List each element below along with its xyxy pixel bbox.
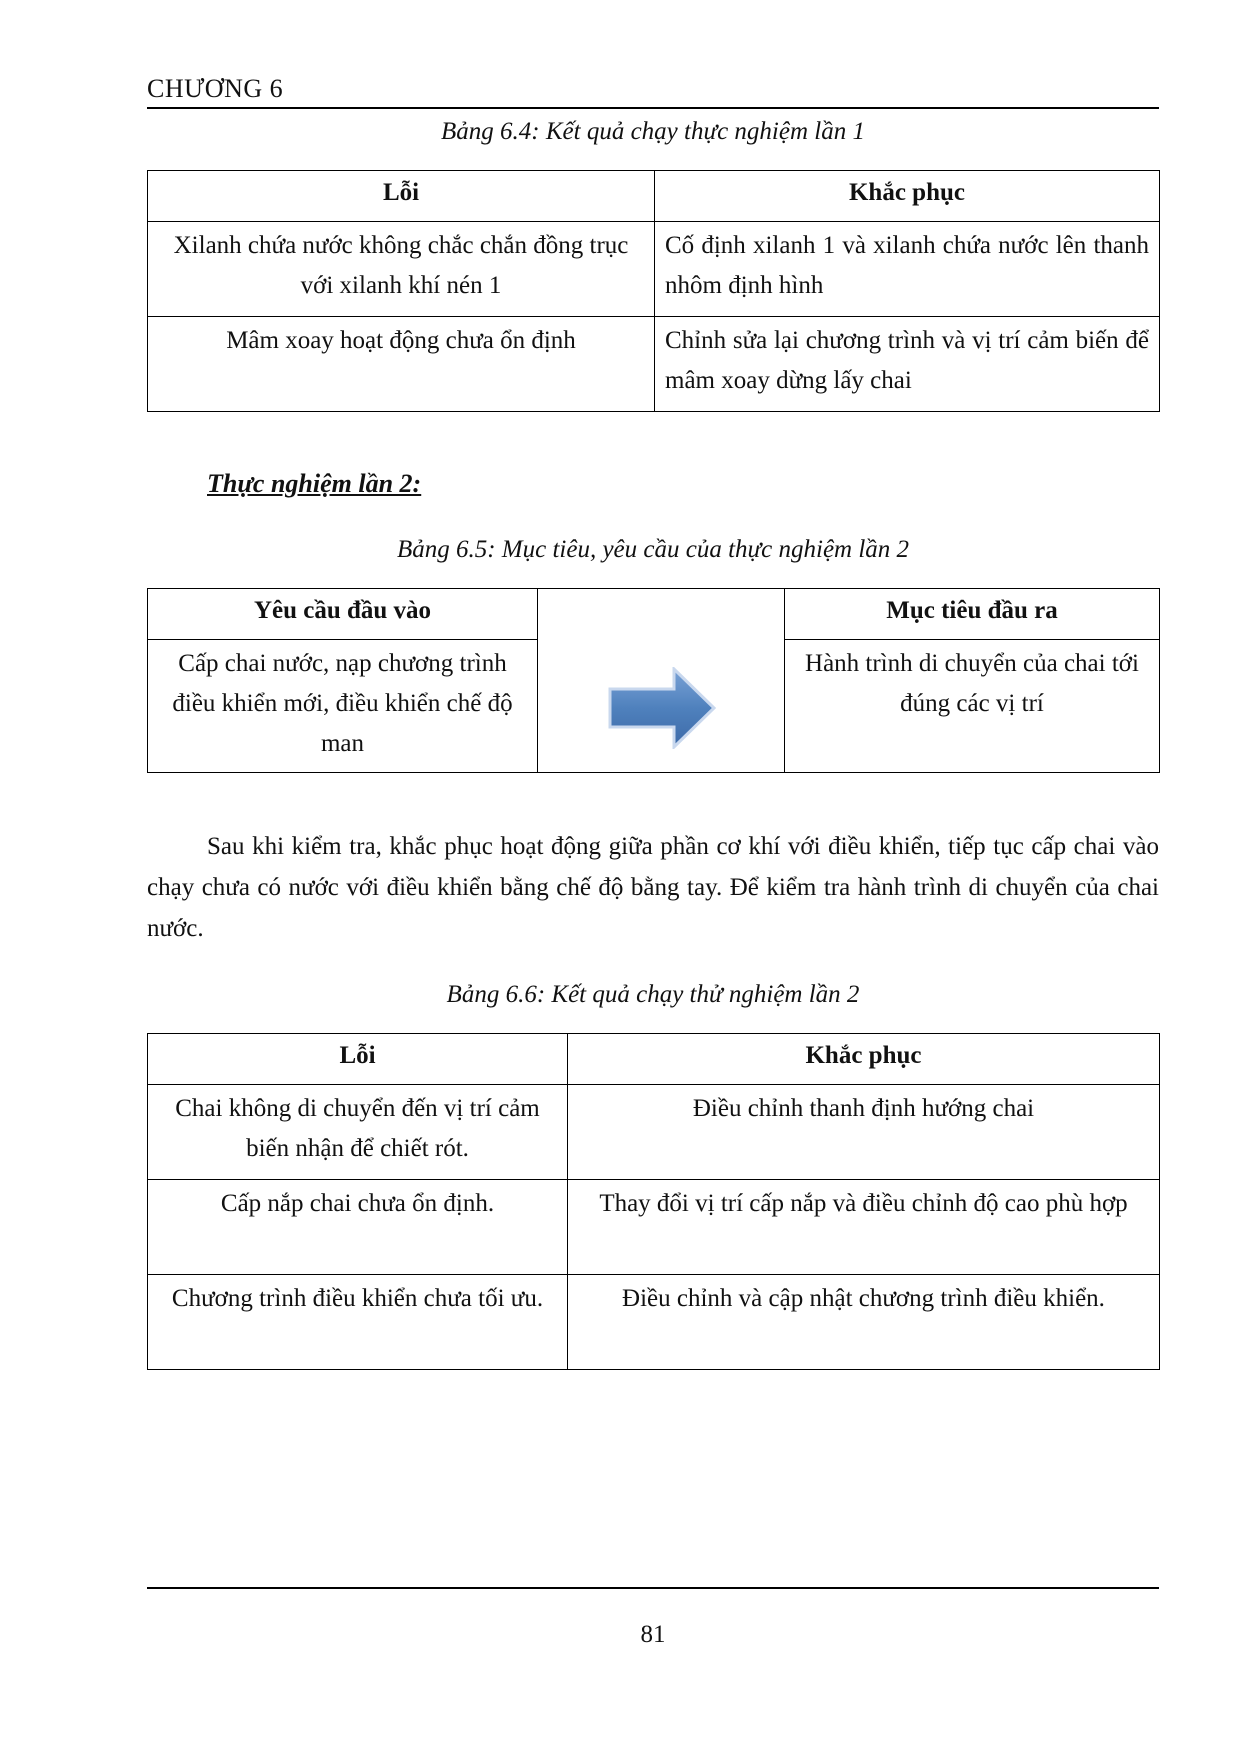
table-cell-error: Chai không di chuyển đến vị trí cảm biến nhận để chiết rót. [148, 1085, 568, 1180]
column-header-loi: Lỗi [148, 1034, 568, 1085]
table-cell-error: Chương trình điều khiển chưa tối ưu. [148, 1275, 568, 1370]
table-row [148, 1180, 1160, 1275]
arrow-cell [538, 589, 785, 773]
input-requirements-header: Yêu cầu đầu vào [148, 589, 538, 640]
output-goals-header: Mục tiêu đầu ra [785, 589, 1160, 640]
table-header-row [148, 589, 1160, 640]
table-6-6-caption: Bảng 6.6: Kết quả chạy thử nghiệm lần 2 [446, 981, 860, 1008]
table-6-5 [147, 588, 1160, 773]
table-header-row [148, 1034, 1160, 1085]
footer-rule [147, 1587, 1159, 1589]
table-6-5-caption: Bảng 6.5: Mục tiêu, yêu cầu của thực nghiệm lần 2 [396, 536, 910, 563]
table-header-row [148, 171, 1160, 222]
table-row [148, 317, 1160, 412]
chapter-header: CHƯƠNG 6 [147, 74, 284, 103]
page-number: 81 [640, 1621, 666, 1648]
table-cell-fix: Chỉnh sửa lại chương trình và vị trí cảm biến để mâm xoay dừng lấy chai [655, 317, 1160, 412]
right-arrow-icon [608, 667, 718, 749]
output-goals-text: Hành trình di chuyển của chai tới đúng các vị trí [785, 640, 1160, 773]
column-header-loi: Lỗi [148, 171, 655, 222]
table-6-4 [147, 170, 1160, 412]
table-row [148, 1085, 1160, 1180]
table-row [148, 1275, 1160, 1370]
table-6-4-caption: Bảng 6.4: Kết quả chạy thực nghiệm lần 1 [441, 118, 865, 145]
table-cell-error: Cấp nắp chai chưa ổn định. [148, 1180, 568, 1275]
input-requirements-text: Cấp chai nước, nạp chương trình điều khiển mới, điều khiển chế độ man [148, 640, 538, 773]
header-rule [147, 107, 1159, 109]
section-heading: Thực nghiệm lần 2: [207, 469, 422, 498]
column-header-khac-phuc: Khắc phục [655, 171, 1160, 222]
table-cell-fix: Điều chỉnh thanh định hướng chai [568, 1085, 1160, 1180]
table-cell-error: Xilanh chứa nước không chắc chắn đồng trục với xilanh khí nén 1 [148, 222, 655, 317]
table-cell-error: Mâm xoay hoạt động chưa ổn định [148, 317, 655, 412]
table-cell-fix: Cố định xilanh 1 và xilanh chứa nước lên thanh nhôm định hình [655, 222, 1160, 317]
table-cell-fix: Điều chỉnh và cập nhật chương trình điều khiển. [568, 1275, 1160, 1370]
column-header-khac-phuc: Khắc phục [568, 1034, 1160, 1085]
table-6-6 [147, 1033, 1160, 1370]
table-row [148, 222, 1160, 317]
table-cell-fix: Thay đổi vị trí cấp nắp và điều chỉnh độ cao phù hợp [568, 1180, 1160, 1275]
body-paragraph: Sau khi kiểm tra, khắc phục hoạt động giữa phần cơ khí với điều khiển, tiếp tục cấp chai vào chạy chưa có nước với điều khiển bằng chế độ bằng tay. Để kiểm tra hành trình di chuyển của chai nước. [147, 833, 1159, 942]
